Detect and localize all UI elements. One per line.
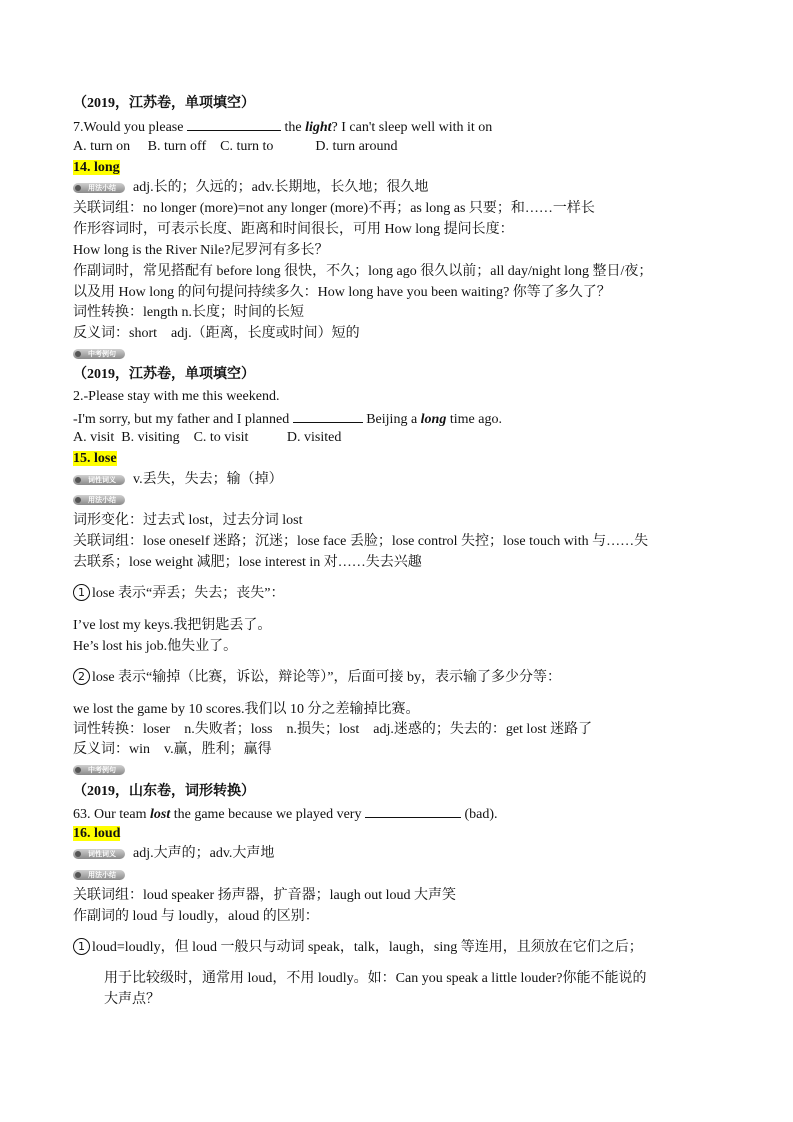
word-15-meaning: v.丢失，失去；输（掉） <box>133 472 283 487</box>
word-15-title: 15. lose <box>73 451 117 466</box>
word-14-line: 关联词组：no longer (more)=not any longer (more)不再；as long as 只要；和……一样长 <box>73 201 595 216</box>
pos-meaning-tag: 词性词义 <box>73 475 125 485</box>
word-15-example: I’ve lost my keys.我把钥匙丢了。 <box>73 618 272 633</box>
word-14-line: 反义词：short adj.（距离，长度或时间）短的 <box>73 326 360 341</box>
word-15-example: we lost the game by 10 scores.我们以 10 分之差输掉比赛。 <box>73 702 420 717</box>
word-16-point-1: 1 loud=loudly，但 loud 一般只与动词 speak，talk，laugh，sing 等连用，且须放在它们之后； <box>73 938 643 958</box>
q2-line: -I'm sorry, but my father and I planned Beijing a long time ago. <box>73 408 502 430</box>
circled-number: 2 <box>73 668 90 685</box>
answer-blank <box>187 116 281 131</box>
exam-example-tag: 中考例句 <box>73 765 125 775</box>
q2-source: （2019，江苏卷，单项填空） <box>73 367 255 382</box>
word-15-example: He’s lost his job.他失业了。 <box>73 639 238 654</box>
q7-source: （2019，江苏卷，单项填空） <box>73 96 255 111</box>
usage-summary-tag: 用法小结 <box>73 495 125 505</box>
circled-number: 1 <box>73 938 90 955</box>
usage-summary-tag: 用法小结 <box>73 870 125 880</box>
word-14-title: 14. long <box>73 160 120 175</box>
answer-blank <box>293 408 363 423</box>
q63-stem: 63. Our team lost the game because we played very (bad). <box>73 803 498 825</box>
q7-options: A. turn on B. turn off C. turn to D. turn around <box>73 139 398 154</box>
word-16-meaning: adj.大声的；adv.大声地 <box>133 846 275 861</box>
word-15-line: 关联词组：lose oneself 迷路；沉迷；lose face 丢脸；lose control 失控；lose touch with 与……失 <box>73 534 649 549</box>
exam-example-tag: 中考例句 <box>73 349 125 359</box>
word-16-point-1-cont: 用于比较级时，通常用 loud，不用 loudly。如：Can you speak a little louder?你能不能说的 <box>104 971 647 986</box>
word-14-line: 以及用 How long 的问句提问持续多久：How long have you been waiting? 你等了多久了？ <box>73 285 611 300</box>
usage-summary-tag: 用法小结 <box>73 183 125 193</box>
word-15-line: 去联系；lose weight 减肥；lose interest in 对……失去兴趣 <box>73 555 422 570</box>
word-14-line: How long is the River Nile?尼罗河有多长？ <box>73 243 329 258</box>
word-15-line: 反义词：win v.赢，胜利；赢得 <box>73 742 272 757</box>
word-16-line: 作副词的 loud 与 loudly，aloud 的区别： <box>73 909 319 924</box>
word-14-line: 作副词时，常见搭配有 before long 很快，不久；long ago 很久以前；all day/night long 整日/夜； <box>73 264 653 279</box>
word-15-line: 词形变化：过去式 lost，过去分词 lost <box>73 513 303 528</box>
word-16-line: 关联词组：loud speaker 扬声器，扩音器；laugh out loud 大声笑 <box>73 888 457 903</box>
answer-blank <box>365 803 461 818</box>
word-15-line: 词性转换：loser n.失败者；loss n.损失；lost adj.迷惑的；失去的：get lost 迷路了 <box>73 722 593 737</box>
circled-number: 1 <box>73 584 90 601</box>
word-15-point-2: 2 lose 表示“输掉（比赛，诉讼，辩论等）”，后面可接 by，表示输了多少分等： <box>73 668 561 688</box>
q2-line: 2.-Please stay with me this weekend. <box>73 389 280 404</box>
word-15-point-1: 1 lose 表示“弄丢；失去；丧失”： <box>73 584 284 604</box>
q2-options: A. visit B. visiting C. to visit D. visited <box>73 430 342 445</box>
word-14-meaning: adj.长的；久远的；adv.长期地，长久地；很久地 <box>133 180 429 195</box>
word-14-line: 作形容词时，可表示长度、距离和时间很长，可用 How long 提问长度： <box>73 222 514 237</box>
pos-meaning-tag: 词性词义 <box>73 849 125 859</box>
word-16-title: 16. loud <box>73 826 121 841</box>
q63-source: （2019，山东卷，词形转换） <box>73 784 255 799</box>
q7-stem: 7.Would you please the light? I can't sleep well with it on <box>73 116 492 138</box>
word-16-point-1-cont: 大声点？ <box>104 992 160 1007</box>
word-14-line: 词性转换：length n.长度；时间的长短 <box>73 305 304 320</box>
